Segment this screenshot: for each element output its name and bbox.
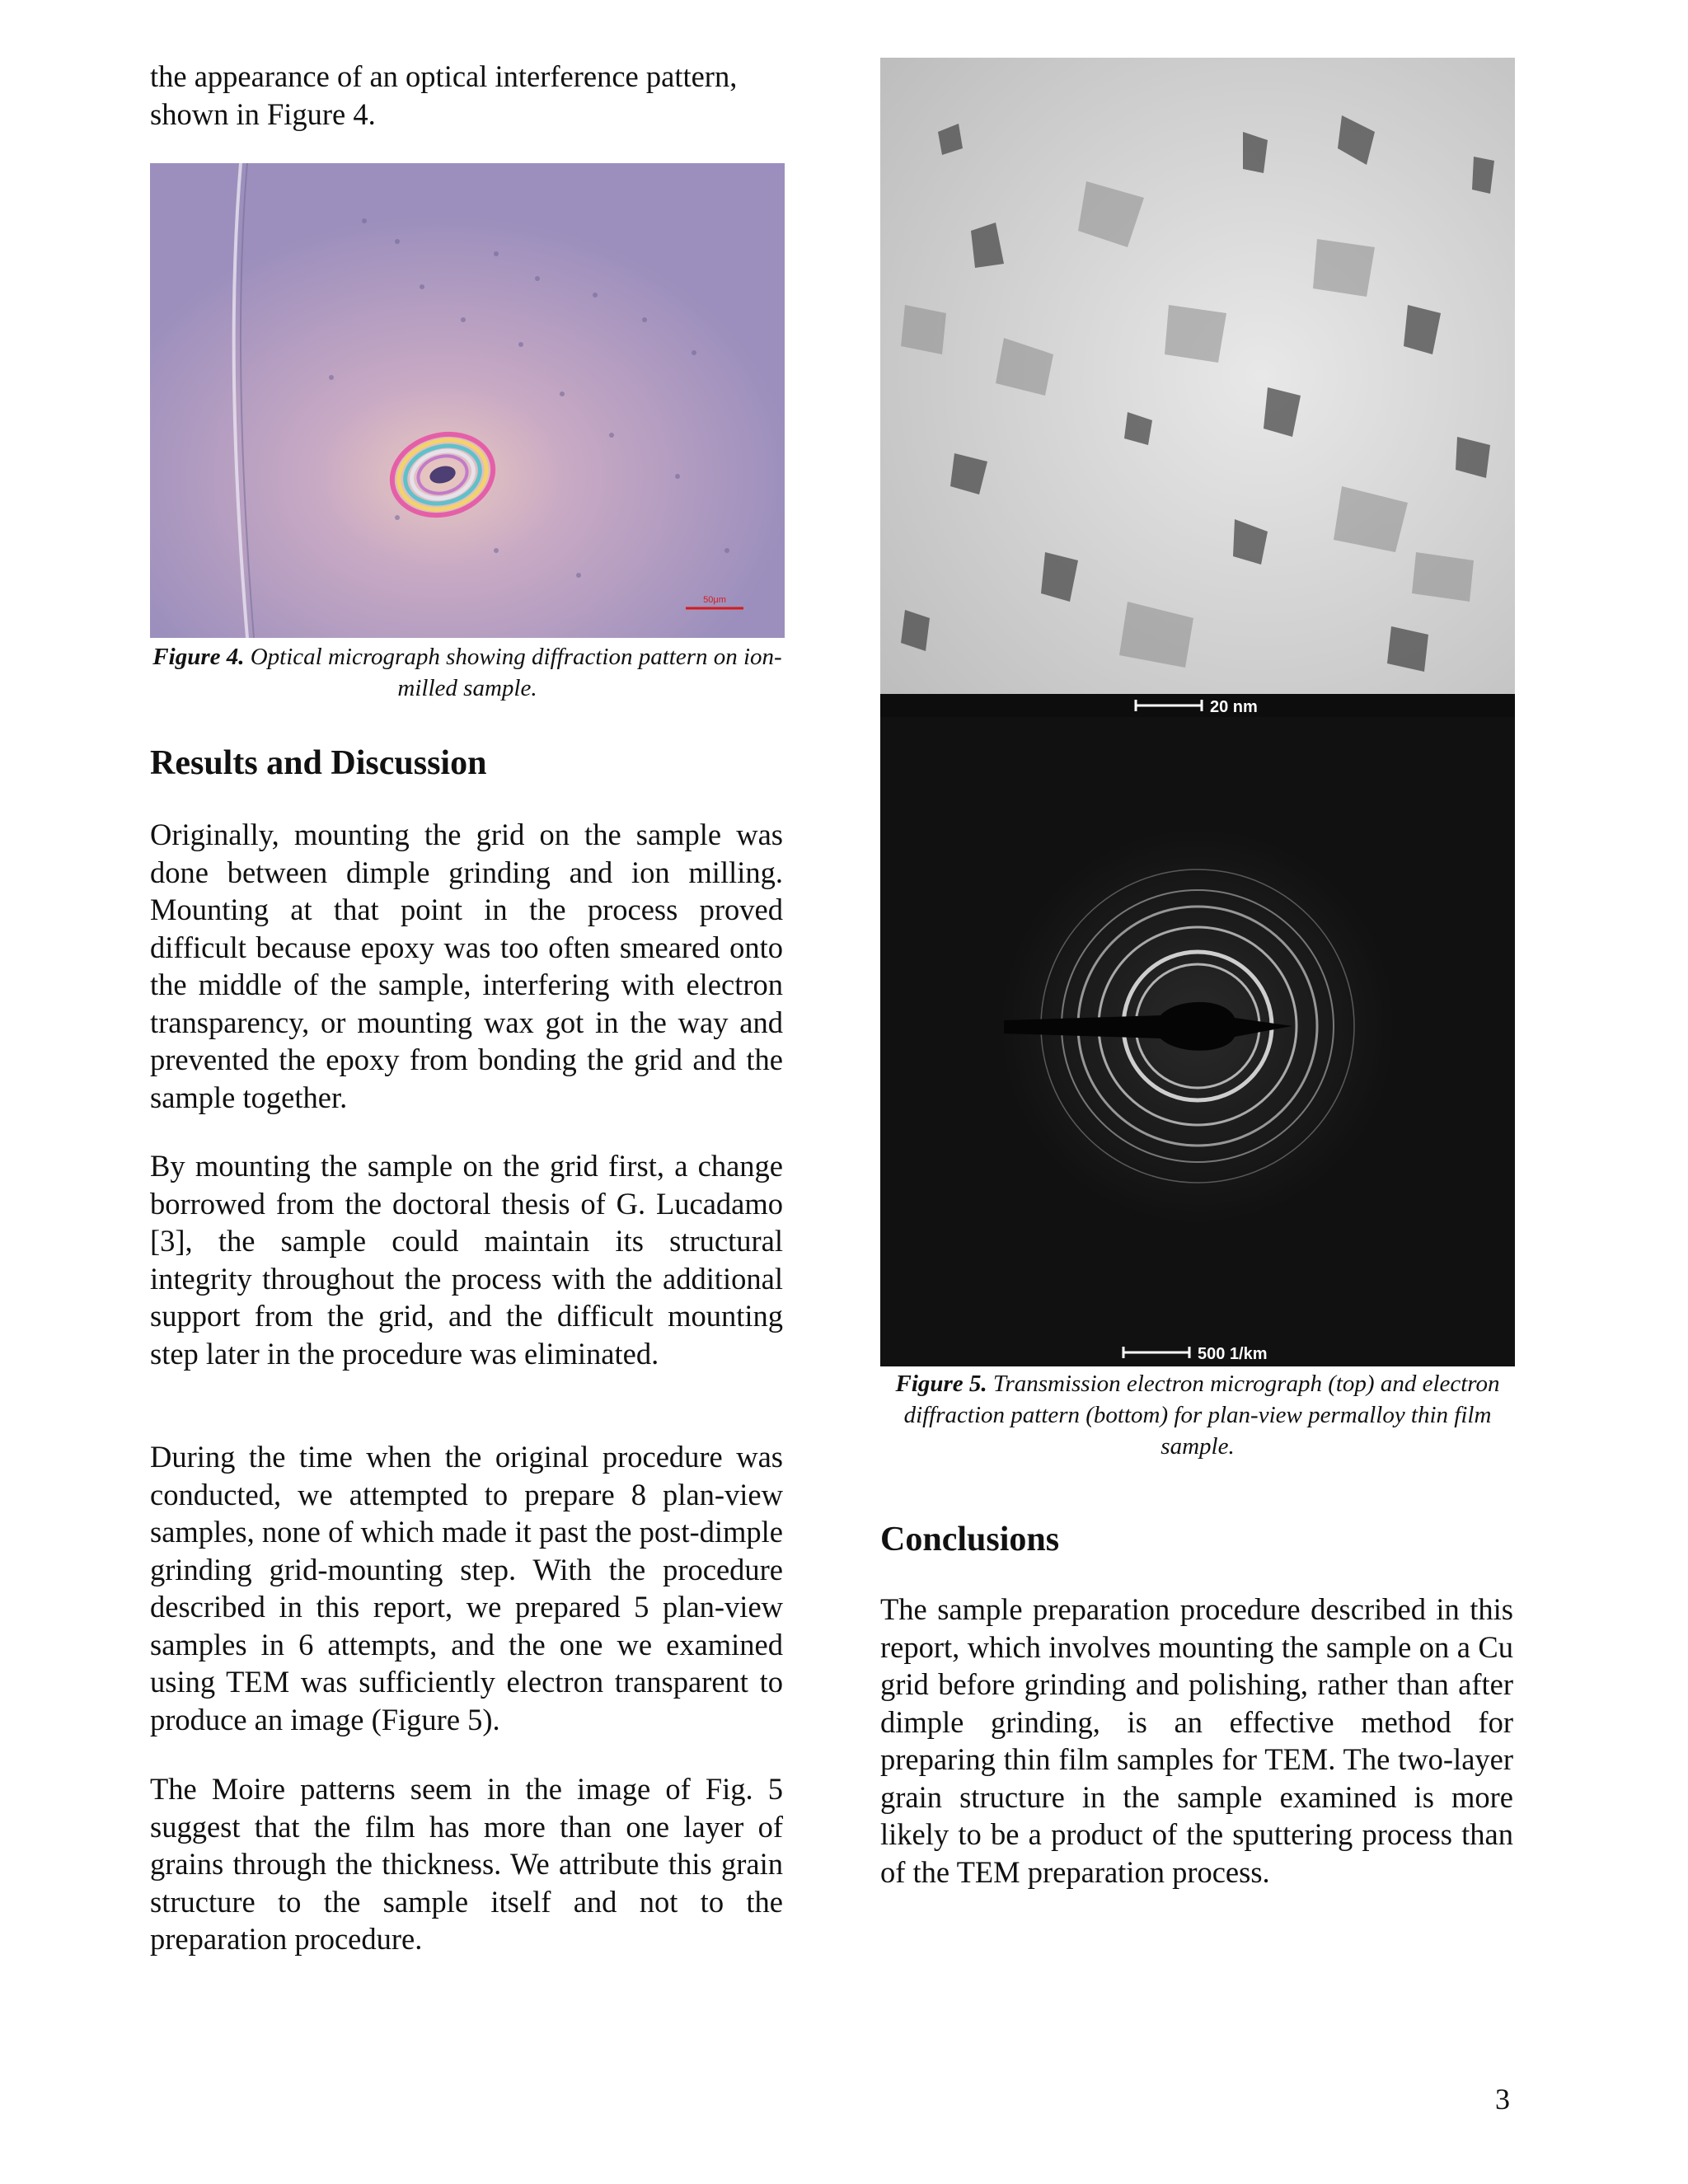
paragraph-2 bbox=[150, 1147, 783, 1372]
caption-text: Transmission electron micrograph (top) and electron diffraction pattern (bottom) for plan-view permalloy thin film sample. bbox=[903, 1371, 1500, 1460]
caption-text: Optical micrograph showing diffraction pattern on ion-milled sample. bbox=[250, 644, 782, 701]
scale-bar-label: 50μm bbox=[703, 595, 726, 605]
paragraph-4 bbox=[150, 1770, 783, 1958]
section-heading: Conclusions bbox=[880, 1521, 1060, 1558]
optical-micrograph bbox=[150, 163, 785, 638]
intro-text: the appearance of an optical interference pattern, shown in Figure 4. bbox=[150, 59, 738, 131]
body-text: The sample preparation procedure described in this report, which involves mounting the sample on a Cu grid before grinding and polishing, rather than after dimple grinding, is an effective method for preparing thin film samples for TEM. The two-layer grain structure in the sample examined is more likely to be a product of the sputtering process than of the TEM preparation process. bbox=[880, 1592, 1513, 1889]
caption-label: Figure 4. bbox=[152, 644, 245, 670]
paragraph-3 bbox=[150, 1438, 783, 1738]
figure-5-image bbox=[880, 58, 1515, 1366]
tem-figure bbox=[880, 58, 1515, 1366]
section-heading: Results and Discussion bbox=[150, 744, 487, 782]
figure-5-caption bbox=[880, 1368, 1515, 1462]
page-number: 3 bbox=[1495, 2083, 1510, 2116]
body-text: Originally, mounting the grid on the sample was done between dimple grinding and ion milling. Mounting at that point in the process proved difficult because epoxy was too often smeared onto the middle of the sample, interfering with electron transparency, or mounting wax got in the way and prevented the epoxy from bonding the grid and the sample together. bbox=[150, 818, 783, 1114]
intro-paragraph bbox=[150, 58, 783, 133]
body-text: During the time when the original procedure was conducted, we attempted to prepare 8 plan-view samples, none of which made it past the post-dimple grinding grid-mounting step. With the procedure described in this report, we prepared 5 plan-view samples in 6 attempts, and the one we examined using TEM was sufficiently electron transparent to produce an image (Figure 5). bbox=[150, 1440, 783, 1736]
paragraph-1 bbox=[150, 816, 783, 1116]
caption-label: Figure 5. bbox=[895, 1371, 987, 1397]
conclusion-paragraph bbox=[880, 1591, 1513, 1891]
body-text: By mounting the sample on the grid first, a change borrowed from the doctoral thesis of G. Lucadamo [3], the sample could maintain its structural integrity throughout the process with the additional support from the grid, and the difficult mounting step later in the procedure was eliminated. bbox=[150, 1149, 783, 1371]
top-scale-label: 20 nm bbox=[1210, 698, 1258, 716]
figure-4-image bbox=[150, 163, 785, 638]
results-heading bbox=[150, 743, 783, 783]
body-text: The Moire patterns seem in the image of Fig. 5 suggest that the film has more than one layer of grains through the thickness. We attribute this grain structure to the sample itself and not to the preparation procedure. bbox=[150, 1772, 783, 1956]
bottom-scale-label: 500 1/km bbox=[1198, 1345, 1268, 1363]
conclusions-heading bbox=[880, 1520, 1515, 1559]
figure-4-caption bbox=[150, 641, 785, 704]
